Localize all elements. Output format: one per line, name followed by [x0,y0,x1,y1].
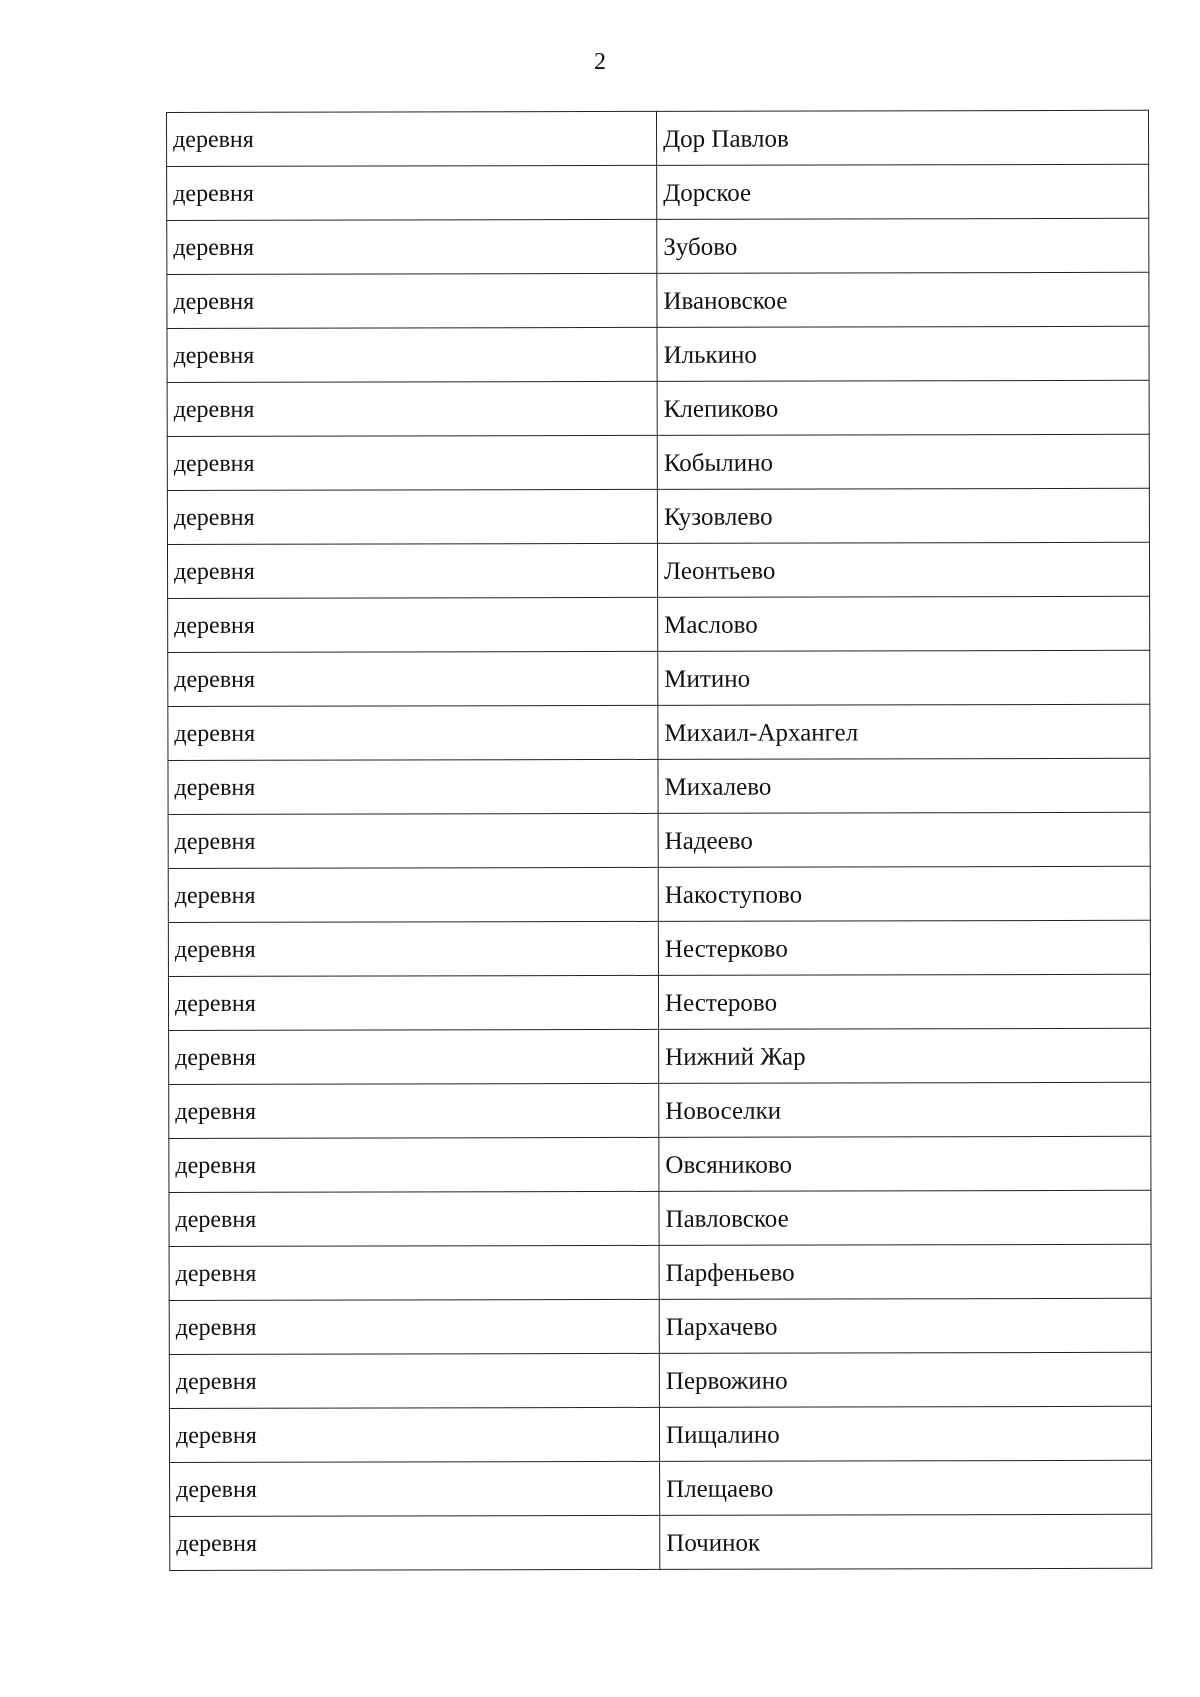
table-row [167,272,1149,328]
table-row [167,326,1149,382]
table-row [167,380,1149,436]
settlement-name-cell: Первожино [659,1352,1151,1407]
settlement-name-cell: Накоступово [658,866,1150,921]
table-body [167,110,1152,1570]
settlement-name-cell: Овсяниково [659,1136,1151,1191]
settlement-name-cell: Нестерово [658,974,1150,1029]
settlement-name-cell: Плещаево [660,1460,1152,1515]
settlement-type-cell: деревня [169,1137,659,1192]
settlement-type-cell: деревня [168,921,658,976]
settlement-type-cell: деревня [167,435,657,490]
settlement-type-cell: деревня [167,273,657,328]
table-row [167,110,1149,166]
settlement-type-cell: деревня [167,381,657,436]
settlement-name-cell: Илькино [657,326,1149,381]
settlement-name-cell: Митино [658,650,1150,705]
table-row [169,1244,1151,1300]
settlement-type-cell: деревня [169,1299,659,1354]
settlement-type-cell: деревня [170,1461,660,1516]
settlement-name-cell: Михалево [658,758,1150,813]
table-row [170,1460,1152,1516]
settlement-name-cell: Починок [660,1514,1152,1569]
settlement-type-cell: деревня [168,705,658,760]
settlement-name-cell: Маслово [658,596,1150,651]
settlement-type-cell: деревня [169,1029,659,1084]
table-row [168,650,1150,706]
settlement-type-cell: деревня [169,1191,659,1246]
table-row [167,164,1149,220]
settlement-type-cell: деревня [168,867,658,922]
table-row [168,596,1150,652]
settlement-name-cell: Михаил-Архангел [658,704,1150,759]
settlement-name-cell: Пархачево [659,1298,1151,1353]
settlement-name-cell: Дор Павлов [656,110,1148,165]
settlement-type-cell: деревня [167,327,657,382]
settlement-name-cell: Нестерково [658,920,1150,975]
table-row [168,866,1150,922]
settlement-name-cell: Пищалино [659,1406,1151,1461]
table-row [169,1082,1151,1138]
settlement-type-cell: деревня [168,597,658,652]
table-row [169,1352,1151,1408]
settlement-type-cell: деревня [167,111,657,166]
settlement-name-cell: Нижний Жар [659,1028,1151,1083]
table-row [169,1298,1151,1354]
settlements-table [166,110,1152,1571]
settlement-name-cell: Ивановское [657,272,1149,327]
settlement-name-cell: Надеево [658,812,1150,867]
settlement-name-cell: Дорское [657,164,1149,219]
table-row [167,542,1149,598]
table-row [169,1190,1151,1246]
settlement-type-cell: деревня [170,1515,660,1570]
table-row [168,812,1150,868]
settlement-type-cell: деревня [169,1353,659,1408]
settlement-name-cell: Кобылино [657,434,1149,489]
settlement-name-cell: Новоселки [659,1082,1151,1137]
settlement-type-cell: деревня [169,1407,659,1462]
page-number: 2 [594,49,606,75]
settlement-name-cell: Кузовлево [657,488,1149,543]
table-row [167,488,1149,544]
table-row [168,758,1150,814]
settlement-name-cell: Павловское [659,1190,1151,1245]
settlement-type-cell: деревня [167,489,657,544]
settlement-name-cell: Леонтьево [657,542,1149,597]
settlement-name-cell: Клепиково [657,380,1149,435]
settlement-type-cell: деревня [169,1245,659,1300]
settlement-name-cell: Зубово [657,218,1149,273]
table-row [167,218,1149,274]
table-row [168,920,1150,976]
settlement-type-cell: деревня [167,165,657,220]
table-row [167,434,1149,490]
table-row [170,1514,1152,1570]
settlement-type-cell: деревня [168,651,658,706]
table-row [168,974,1150,1030]
settlement-type-cell: деревня [167,219,657,274]
settlement-type-cell: деревня [167,543,657,598]
table-row [169,1406,1151,1462]
table-row [168,704,1150,760]
table-row [169,1136,1151,1192]
settlement-type-cell: деревня [168,975,658,1030]
settlement-type-cell: деревня [169,1083,659,1138]
settlement-type-cell: деревня [168,759,658,814]
table-row [169,1028,1151,1084]
settlement-type-cell: деревня [168,813,658,868]
settlement-name-cell: Парфеньево [659,1244,1151,1299]
